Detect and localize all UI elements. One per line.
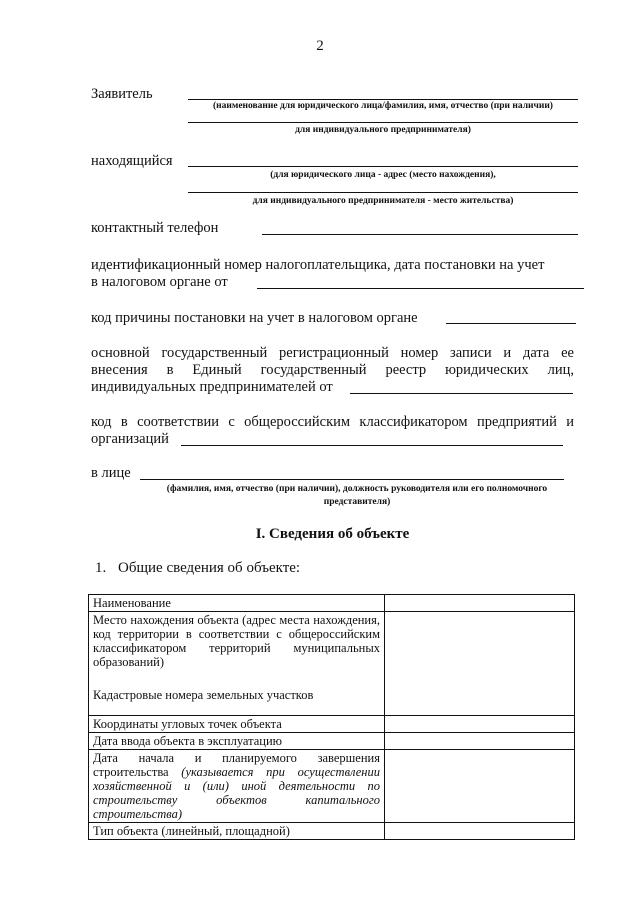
okpo-text-2: организаций: [91, 431, 169, 447]
location-line-1[interactable]: [188, 166, 578, 167]
applicant-line-2[interactable]: [188, 122, 578, 123]
table-row: [89, 612, 575, 716]
location-hint-2: для индивидуального предпринимателя - место жительства): [252, 196, 514, 206]
row-value-location[interactable]: [385, 612, 575, 716]
ogrn-line[interactable]: [350, 393, 573, 394]
subsection-number: 1.: [95, 560, 107, 576]
location-label: находящийся: [91, 153, 173, 169]
inn-line[interactable]: [257, 288, 584, 289]
row-value-type[interactable]: [385, 823, 575, 840]
inn-text-2: в налоговом органе от: [91, 274, 228, 290]
location-text: Место нахождения объекта (адрес места нахождения, код территории в соответствии с общероссийским классификатором территорий муниципальных образований): [93, 613, 380, 669]
table-row: [89, 750, 575, 823]
location-line-2[interactable]: [188, 192, 578, 193]
object-info-table: [88, 594, 575, 840]
ogrn-line-1-text: основной государственный регистрационный номер записи и дата ее: [91, 345, 574, 361]
applicant-hint-2: для индивидуального предпринимателя): [295, 125, 471, 135]
applicant-hint-1: (наименование для юридического лица/фамилия, имя, отчество (при наличии): [213, 101, 553, 111]
ogrn-text-1: [91, 345, 574, 362]
section-title: I. Сведения об объекте: [255, 526, 410, 542]
row-label-type: Тип объекта (линейный, площадной): [89, 823, 385, 840]
phone-line[interactable]: [262, 234, 578, 235]
represented-hint-2: представителя): [323, 497, 391, 507]
kpp-label: код причины постановки на учет в налоговом органе: [91, 310, 418, 326]
location-hint-1: (для юридического лица - адрес (место нахождения),: [270, 170, 496, 180]
okpo-line-1-text: код в соответствии с общероссийским классификатором предприятий и: [91, 414, 574, 430]
kpp-line[interactable]: [446, 323, 576, 324]
applicant-label: Заявитель: [91, 86, 153, 102]
represented-label: в лице: [91, 465, 131, 481]
construction-note: (указывается при осуществлении хозяйственной и (или) иной деятельности по строительству объектов капитального строительства): [93, 765, 381, 821]
ogrn-text-2: [91, 362, 574, 379]
construction-prefix: Дата начала и планируемого завершения строительства: [93, 751, 380, 779]
inn-text-1: идентификационный номер налогоплательщика, дата постановки на учет: [91, 257, 545, 273]
table-row: [89, 733, 575, 750]
ogrn-text-3: индивидуальных предпринимателей от: [91, 379, 333, 395]
row-label-commissioning: Дата ввода объекта в эксплуатацию: [89, 733, 385, 750]
ogrn-line-2-text: внесения в Единый государственный реестр юридических лиц,: [91, 362, 574, 378]
row-value-commissioning[interactable]: [385, 733, 575, 750]
row-label-location: [89, 612, 385, 716]
okpo-text-1: [91, 414, 574, 431]
subsection-title: Общие сведения об объекте:: [118, 560, 301, 576]
applicant-line-1[interactable]: [188, 99, 578, 100]
table-row: [89, 716, 575, 733]
row-label-name: Наименование: [89, 595, 385, 612]
table-row: [89, 595, 575, 612]
table-row: [89, 823, 575, 840]
row-label-construction: [89, 750, 385, 823]
row-value-coordinates[interactable]: [385, 716, 575, 733]
page-number: 2: [316, 38, 324, 54]
phone-label: контактный телефон: [91, 220, 219, 236]
row-value-construction[interactable]: [385, 750, 575, 823]
row-label-coordinates: Координаты угловых точек объекта: [89, 716, 385, 733]
row-value-name[interactable]: [385, 595, 575, 612]
okpo-line[interactable]: [181, 445, 563, 446]
cadastral-text: Кадастровые номера земельных участков: [93, 688, 314, 702]
represented-hint-1: (фамилия, имя, отчество (при наличии), должность руководителя или его полномочного: [166, 484, 548, 494]
represented-line[interactable]: [140, 479, 564, 480]
